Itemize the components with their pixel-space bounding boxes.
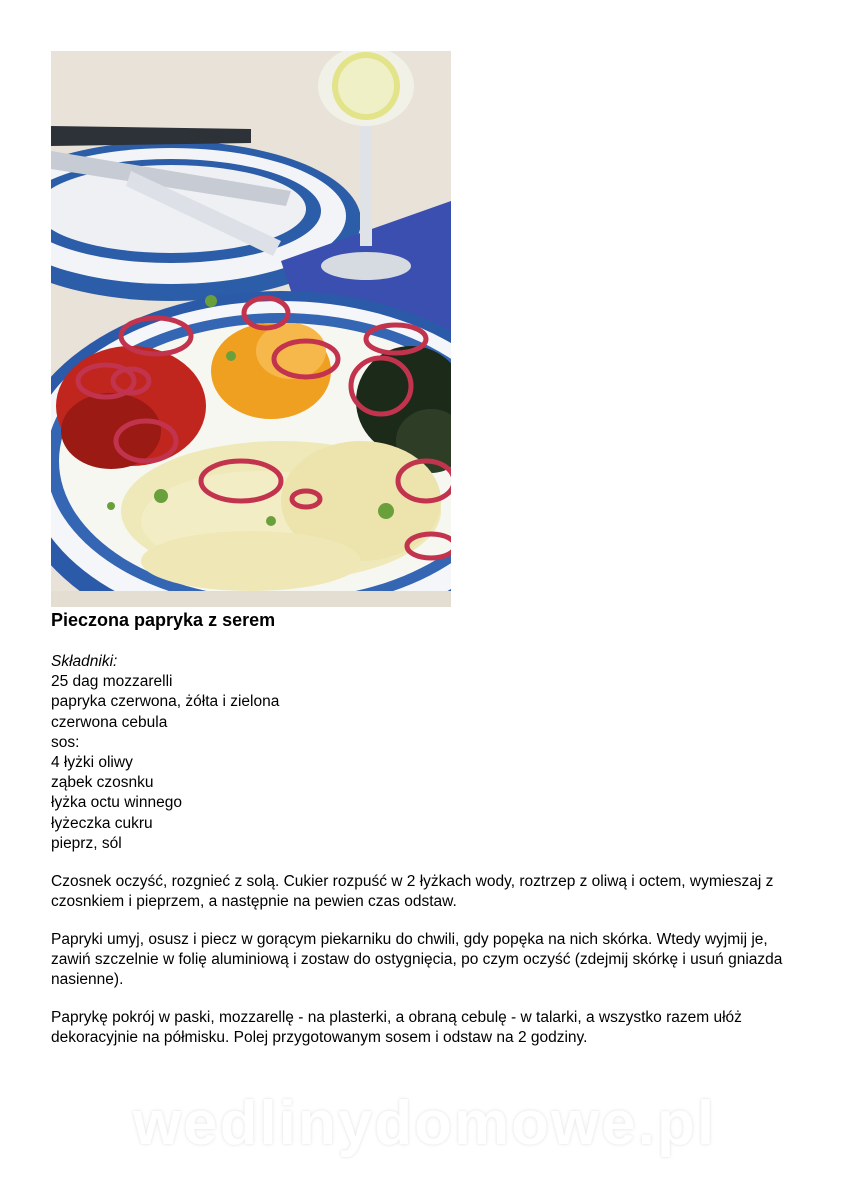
step-paragraph: Czosnek oczyść, rozgnieć z solą. Cukier rozpuść w 2 łyżkach wody, roztrzep z oliwą i octem, wymieszaj z czosnkiem i pieprzem, a następnie na pewien czas odstaw. xyxy=(51,873,774,910)
watermark: wedlinydomowe.pl xyxy=(132,1089,717,1158)
dish-photo xyxy=(51,51,451,607)
ingredient-item: łyżeczka cukru xyxy=(51,814,153,832)
dish-photo-icon xyxy=(51,51,451,607)
step-paragraph: Paprykę pokrój w paski, mozzarellę - na plasterki, a obraną cebulę - w talarki, a wszystko razem ułóż dekoracyjnie na półmisku. Polej przygotowanym sosem i odstaw na 2 godziny. xyxy=(51,1009,742,1046)
ingredient-item: czerwona cebula xyxy=(51,713,168,731)
ingredient-item: papryka czerwona, żółta i zielona xyxy=(51,693,280,711)
ingredient-item: 25 dag mozzarelli xyxy=(51,673,173,691)
ingredient-item: ząbek czosnku xyxy=(51,774,154,792)
step-paragraph: Papryki umyj, osusz i piecz w gorącym piekarniku do chwili, gdy popęka na nich skórka. Wtedy wyjmij je, zawiń szczelnie w folię aluminiową i zostaw do ostygnięcia, po czym oczyść (zdejmij skórkę i usuń gniazda nasienne). xyxy=(51,931,783,988)
recipe-title: Pieczona papryka z serem xyxy=(51,610,276,630)
ingredient-item: pieprz, sól xyxy=(51,834,122,852)
ingredients-list xyxy=(51,672,279,854)
ingredients-heading: Składniki: xyxy=(51,653,118,670)
ingredient-item: łyżka octu winnego xyxy=(51,794,182,812)
ingredient-item: 4 łyżki oliwy xyxy=(51,754,133,772)
ingredients-section xyxy=(51,652,279,854)
ingredient-item: sos: xyxy=(51,733,80,751)
